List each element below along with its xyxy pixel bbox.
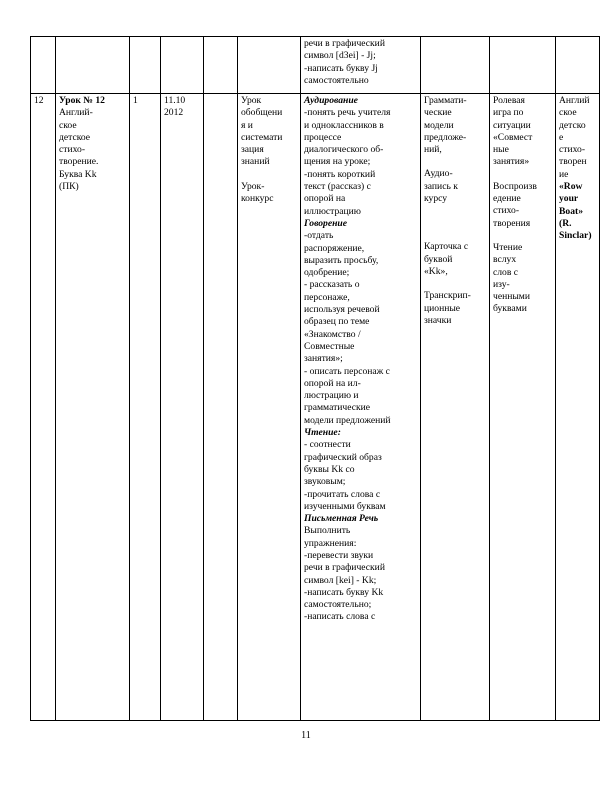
text-line: знаний xyxy=(241,156,270,168)
text-line: Транскрип- xyxy=(424,290,471,302)
text-line: ченными xyxy=(493,291,531,303)
text-line: Выполнить xyxy=(304,525,351,537)
cell-lesson-type xyxy=(238,37,301,94)
text-line: Англий xyxy=(559,95,590,106)
text-line: ческие xyxy=(424,107,452,119)
text-line: самостоятельно; xyxy=(304,599,372,611)
text-line: Sinclar) xyxy=(559,230,592,242)
text-line: я и xyxy=(241,119,253,131)
cell-lesson-type xyxy=(238,94,301,721)
text-line: запись к xyxy=(424,180,458,192)
text-line: изу- xyxy=(493,278,510,290)
text-line: Урок xyxy=(241,95,262,106)
text-line: символ [d3ei] - Jj; xyxy=(304,50,376,62)
text-line: вслух xyxy=(493,254,517,266)
text-line: ционные xyxy=(424,302,461,314)
cell-hours xyxy=(130,37,161,94)
cell-content xyxy=(301,37,421,94)
cell-number xyxy=(31,37,56,94)
cell-activities xyxy=(490,94,556,721)
spacer xyxy=(493,169,552,181)
text-line: выразить просьбу, xyxy=(304,254,379,266)
cell-fact-date xyxy=(204,37,238,94)
text-line: распоряжение, xyxy=(304,242,365,254)
text-line: зация xyxy=(241,144,264,156)
text-line: значки xyxy=(424,314,452,326)
text-line: персонаже, xyxy=(304,291,350,303)
text-line: едение xyxy=(493,193,521,205)
cell-extra xyxy=(556,94,600,721)
text-line: обобщени xyxy=(241,107,283,119)
text-line: опорой на ил- xyxy=(304,377,361,389)
cell-topic xyxy=(56,37,130,94)
text-line: творен xyxy=(559,156,587,168)
cell-date xyxy=(161,94,204,721)
text-line: Boat» xyxy=(559,205,583,217)
text-line: - соотнести xyxy=(304,439,351,451)
cell-extra xyxy=(556,37,600,94)
cell-date xyxy=(161,37,204,94)
date-line: 2012 xyxy=(164,107,184,119)
reading-heading: Чтение: xyxy=(304,427,341,439)
text-line: ие xyxy=(559,168,569,180)
cell-content xyxy=(301,94,421,721)
speaking-heading: Говорение xyxy=(304,217,348,229)
hours-value: 1 xyxy=(133,95,138,106)
text-line: -написать букву Jj xyxy=(304,62,378,74)
lesson-plan-table xyxy=(30,36,600,721)
text-line: используя речевой xyxy=(304,304,380,316)
cell-activities xyxy=(490,37,556,94)
text-line: -понять короткий xyxy=(304,168,376,180)
text-line: творение. xyxy=(59,156,99,168)
text-line: одобрение; xyxy=(304,267,350,279)
writing-heading: Письменная Речь xyxy=(304,513,379,525)
table-row-lesson-12 xyxy=(31,94,600,721)
listening-heading: Аудирование xyxy=(304,95,358,106)
text-line: стихо- xyxy=(559,144,586,156)
text-line: (ПК) xyxy=(59,181,79,193)
text-line: упражнения: xyxy=(304,537,357,549)
text-line: -перевести звуки xyxy=(304,549,374,561)
text-line: Воспроизв xyxy=(493,180,537,192)
text-line: - описать персонаж с xyxy=(304,365,390,377)
text-line: речи в графический xyxy=(304,38,385,49)
text-line: е xyxy=(559,131,564,143)
text-line: звуковым; xyxy=(304,476,346,488)
text-line: занятия»; xyxy=(304,353,343,365)
text-line: ское xyxy=(59,119,77,131)
cell-topic xyxy=(56,94,130,721)
text-line: Ролевая xyxy=(493,95,525,106)
text-line: Карточка с xyxy=(424,241,469,253)
text-line: (R. xyxy=(559,217,572,229)
text-line: Англий- xyxy=(59,107,93,119)
text-line: «Kk», xyxy=(424,265,448,277)
table-row-continued xyxy=(31,37,600,94)
text-line: детско xyxy=(559,119,586,131)
cell-materials xyxy=(421,94,490,721)
cell-materials xyxy=(421,37,490,94)
spacer xyxy=(241,169,297,181)
spacer xyxy=(493,230,552,242)
text-line: и одноклассников в xyxy=(304,119,384,131)
lesson-number: 12 xyxy=(34,95,44,106)
text-line: конкурс xyxy=(241,193,274,205)
text-line: творения xyxy=(493,217,531,229)
text-line: текст (рассказ) с xyxy=(304,181,371,193)
text-line: детское xyxy=(59,131,91,143)
text-line: процессе xyxy=(304,131,342,143)
text-line: ское xyxy=(559,107,577,119)
text-line: Урок- xyxy=(241,180,265,192)
text-line: модели xyxy=(424,119,454,131)
text-line: опорой на xyxy=(304,193,346,205)
cell-number xyxy=(31,94,56,721)
text-line: речи в графический xyxy=(304,562,385,574)
text-line: диалогического об- xyxy=(304,144,384,156)
text-line: -понять речь учителя xyxy=(304,107,391,119)
text-line: Буква Kk xyxy=(59,168,97,180)
text-line: стихо- xyxy=(59,144,86,156)
text-line: иллюстрацию xyxy=(304,205,361,217)
text-line: Аудио- xyxy=(424,168,453,180)
text-line: графический образ xyxy=(304,451,382,463)
text-line: буквы Kk со xyxy=(304,463,355,475)
text-line: Чтение xyxy=(493,241,523,253)
text-line: - рассказать о xyxy=(304,279,360,291)
text-line: предложе- xyxy=(424,131,467,143)
cell-hours xyxy=(130,94,161,721)
text-line: изученными буквам xyxy=(304,500,386,512)
text-line: занятия» xyxy=(493,156,530,168)
text-line: системати xyxy=(241,131,283,143)
date-line: 11.10 xyxy=(164,95,186,106)
text-line: your xyxy=(559,193,579,205)
spacer xyxy=(424,205,486,241)
text-line: буквой xyxy=(424,253,453,265)
lesson-title: Урок № 12 xyxy=(59,95,105,106)
text-line: «Row xyxy=(559,181,583,193)
text-line: «Знакомство / xyxy=(304,328,361,340)
text-line: -написать слова с xyxy=(304,611,376,623)
page-number: 11 xyxy=(301,730,311,741)
text-line: стихо- xyxy=(493,205,520,217)
text-line: модели предложений xyxy=(304,414,391,426)
text-line: -прочитать слова с xyxy=(304,488,381,500)
text-line: курсу xyxy=(424,193,448,205)
text-line: Совместные xyxy=(304,340,355,352)
text-line: ситуации xyxy=(493,119,531,131)
text-line: люстрацию и xyxy=(304,390,359,402)
text-line: слов с xyxy=(493,266,519,278)
text-line: игра по xyxy=(493,107,524,119)
text-line: символ [kei] - Kk; xyxy=(304,574,377,586)
spacer xyxy=(424,156,486,168)
text-line: Граммати- xyxy=(424,95,467,106)
text-line: образец по теме xyxy=(304,316,370,328)
cell-fact-date xyxy=(204,94,238,721)
text-line: ний, xyxy=(424,144,442,156)
text-line: ные xyxy=(493,144,509,156)
spacer xyxy=(424,278,486,290)
text-line: грамматические xyxy=(304,402,371,414)
text-line: «Совмест xyxy=(493,131,533,143)
text-line: буквами xyxy=(493,303,527,315)
text-line: -написать букву Kk xyxy=(304,586,384,598)
text-line: щения на уроке; xyxy=(304,156,371,168)
text-line: самостоятельно xyxy=(304,74,369,86)
text-line: -отдать xyxy=(304,230,334,242)
